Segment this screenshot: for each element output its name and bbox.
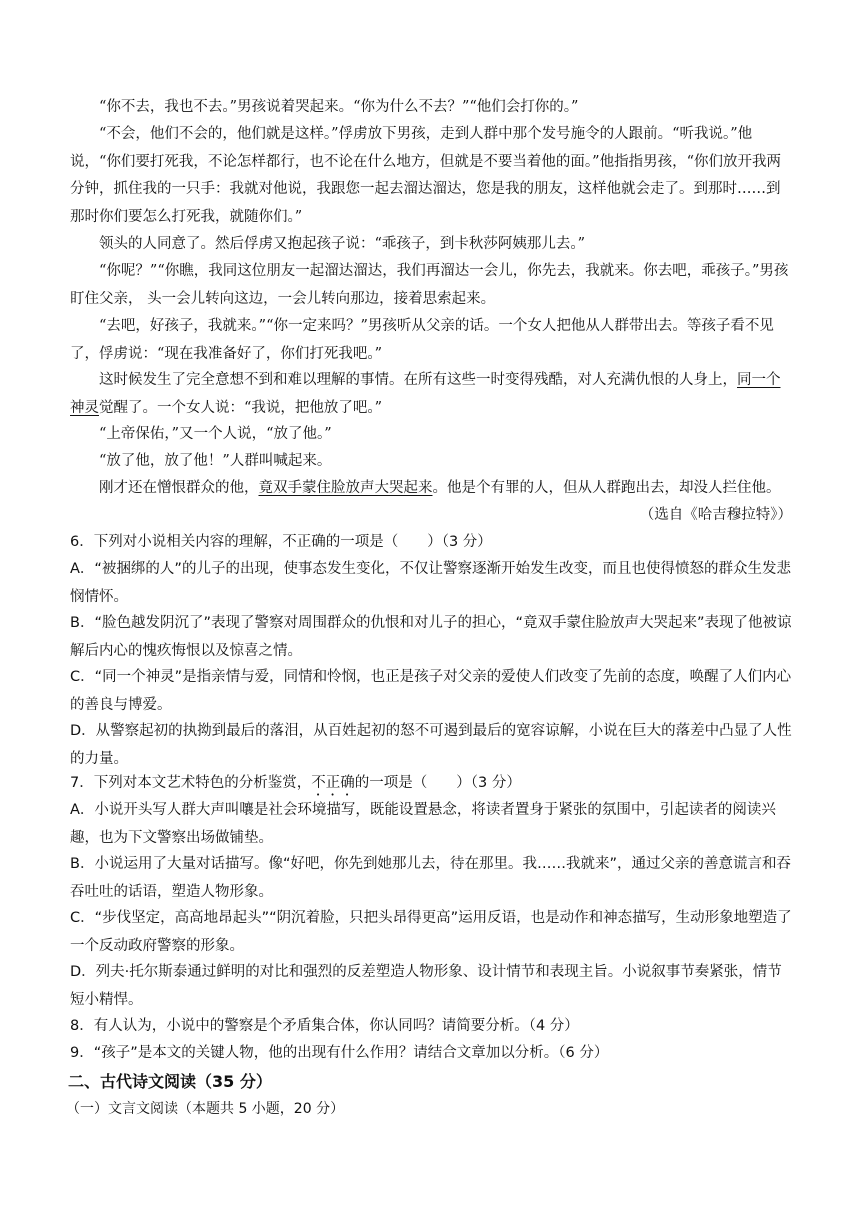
question-6-stem: 6．下列对小说相关内容的理解，不正确的一项是（ ）（3 分） (70, 534, 492, 550)
underlined-phrase-same-spirit: 同一个神灵 (70, 372, 781, 416)
story-paragraph-6-text-b: 觉醒了。一个女人说：“我说，把他放了吧。” (99, 399, 383, 416)
section-title: 二、古代诗文阅读（35 分） (68, 1072, 272, 1091)
question-7-stem-pre: 7．下列对本文艺术特色的分析鉴赏， (70, 775, 312, 791)
story-paragraph-2: “不会，他们不会的，他们就是这样。”俘虏放下男孩，走到人群中那个发号施令的人跟前。“听我说。”他说，“你们要打死我，不论怎样都行，也不论在什么地方，但就是不要当着他的面。”他指指男孩，“你们放开我两分钟，抓住我的一只手：我就对他说，我跟您一起去溜达溜达，您是我的朋友，这样他就会走了。到那时……到那时你们要怎么打死我，就随你们。” (70, 126, 781, 225)
story-paragraph-1: “你不去，我也不去。”男孩说着哭起来。“你为什么不去？”“他们会打你的。” (99, 99, 579, 115)
underlined-phrase-wept: 竟双手蒙住脸放声大哭起来 (258, 480, 433, 496)
question-6-option-b: B．“脸色越发阴沉了”表现了警察对周围群众的仇恨和对儿子的担心，“竟双手蒙住脸放声大哭起来”表现了他被谅解后内心的愧疚悔恨以及惊喜之情。 (70, 615, 792, 659)
story-paragraph-5: “去吧，好孩子，我就来。”“你一定来吗？”男孩听从父亲的话。一个女人把他从人群带出去。等孩子看不见了，俘虏说：“现在我准备好了，你们打死我吧。” (70, 318, 774, 362)
question-9: 9．“孩子”是本文的关键人物，他的出现有什么作用？请结合文章加以分析。（6 分） (70, 1045, 609, 1061)
story-paragraph-9-text-a: 刚才还在憎恨群众的他， (99, 480, 259, 496)
story-paragraph-4: “你呢？”“你瞧，我同这位朋友一起溜达溜达，我们再溜达一会儿，你先去，我就来。你去吧，乖孩子。”男孩盯住父亲， 头一会儿转向这边，一会儿转向那边，接着思索起来。 (70, 263, 789, 307)
story-paragraph-6 (70, 367, 792, 422)
story-paragraph-3: 领头的人同意了。然后俘虏又抱起孩子说：“乖孩子，到卡秋莎阿姨那儿去。” (99, 236, 586, 252)
emphasized-not-correct: 不正确 (311, 775, 355, 791)
question-7-stem-post: 的一项是（ ）（3 分） (354, 775, 521, 791)
story-paragraph-9 (70, 475, 792, 503)
story-paragraph-8: “放了他，放了他！”人群叫喊起来。 (99, 453, 332, 469)
question-7-option-d: D．列夫·托尔斯泰通过鲜明的对比和强烈的反差塑造人物形象、设计情节和表现主旨。小说叙事节奏紧张，情节短小精悍。 (70, 964, 782, 1008)
story-paragraph-9-text-b: 。他是个有罪的人，但从人群跑出去，却没人拦住他。 (432, 480, 781, 496)
question-6-option-d: D．从警察起初的执拗到最后的落泪，从百姓起初的怒不可遏到最后的宽容谅解，小说在巨大的落差中凸显了人性的力量。 (70, 723, 792, 767)
question-8: 8．有人认为，小说中的警察是个矛盾集合体，你认同吗？请简要分析。（4 分） (70, 1018, 579, 1034)
question-6-option-a: A．“被捆绑的人”的儿子的出现，使事态发生变化，不仅让警察逐渐开始发生改变，而且也使得愤怒的群众生发悲悯情怀。 (70, 561, 791, 605)
question-7-stem (70, 770, 792, 799)
story-source: （选自《哈吉穆拉特》） (639, 507, 792, 523)
question-7-option-c: C．“步伐坚定，高高地昂起头”“阴沉着脸，只把头昂得更高”运用反语，也是动作和神态描写，生动形象地塑造了一个反动政府警察的形象。 (70, 910, 792, 954)
question-7-option-b: B．小说运用了大量对话描写。像“好吧，你先到她那儿去，待在那里。我……我就来”，通过父亲的善意谎言和吞吞吐吐的话语，塑造人物形象。 (70, 856, 791, 900)
story-paragraph-6-text-a: 这时候发生了完全意想不到和难以理解的事情。在所有这些一时变得残酷，对人充满仇恨的人身上， (99, 372, 737, 388)
story-paragraph-7: “上帝保佑，”又一个人说，“放了他。” (99, 426, 332, 442)
question-7-option-a: A．小说开头写人群大声叫嚷是社会环境描写，既能设置悬念，将读者置身于紧张的氛围中，引起读者的阅读兴趣，也为下文警察出场做铺垫。 (70, 802, 776, 846)
section-subtitle: （一）文言文阅读（本题共 5 小题，20 分） (66, 1101, 345, 1117)
question-6-option-c: C．“同一个神灵”是指亲情与爱，同情和怜悯，也正是孩子对父亲的爱使人们改变了先前的态度，唤醒了人们内心的善良与博爱。 (70, 669, 792, 713)
